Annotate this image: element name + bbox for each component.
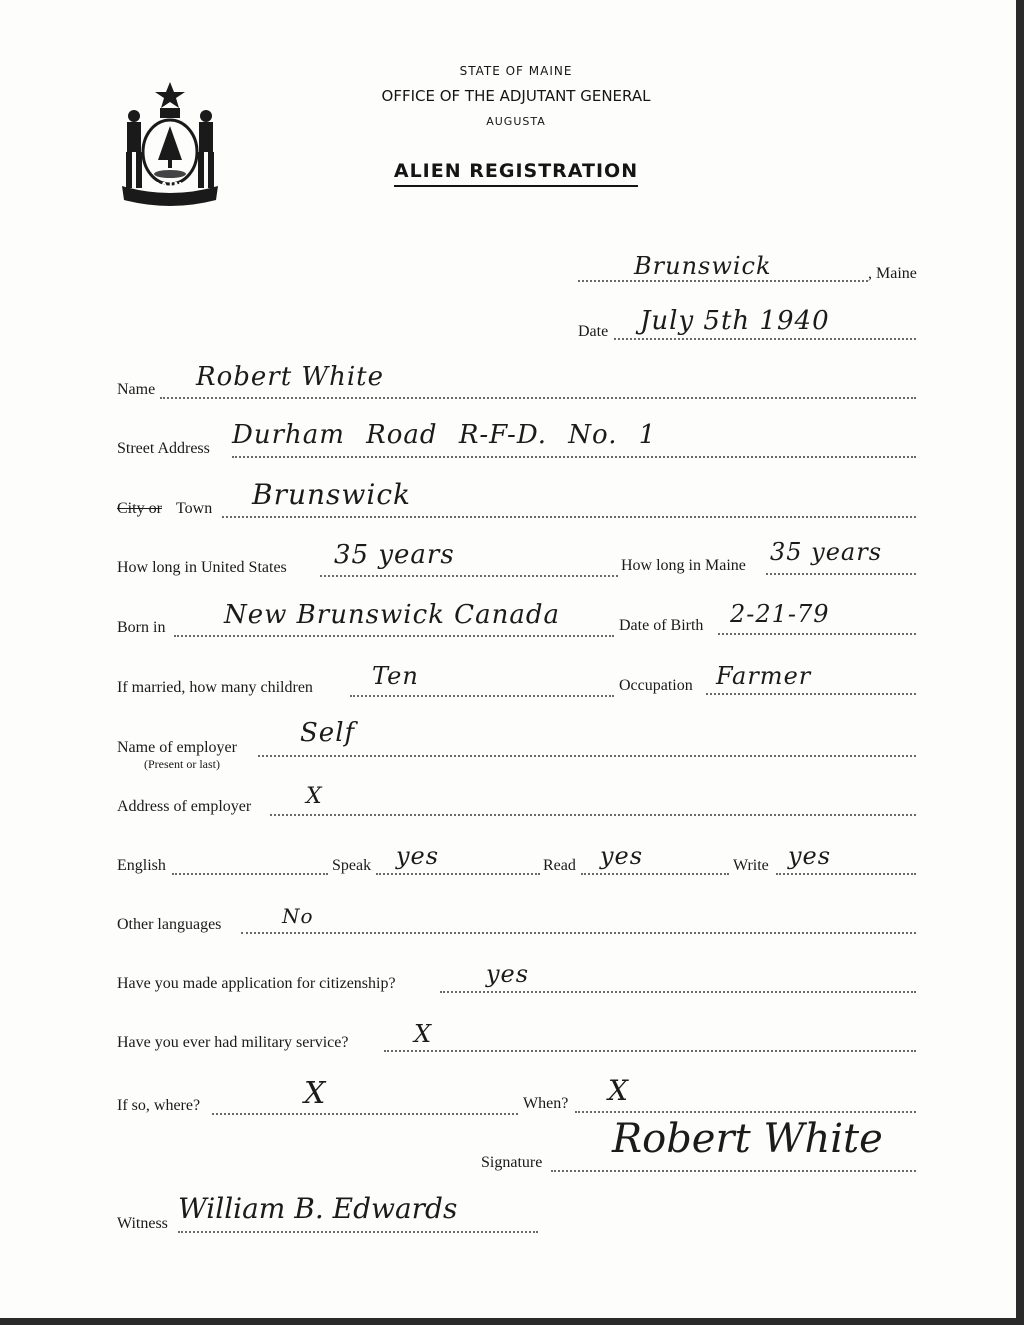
town-label: Town — [176, 500, 213, 517]
military-label: Have you ever had military service? — [117, 1034, 349, 1051]
citizenship-line — [440, 991, 916, 993]
how-long-maine-label: How long in Maine — [621, 557, 746, 574]
place-line — [578, 280, 868, 282]
header-city: AUGUSTA — [486, 115, 546, 128]
citizenship-value: yes — [486, 960, 530, 988]
occupation-label: Occupation — [619, 677, 693, 694]
read-label: Read — [543, 857, 576, 874]
employer-name-line — [258, 755, 916, 757]
date-of-birth-label: Date of Birth — [619, 617, 704, 634]
page-title — [0, 160, 1024, 182]
other-languages-label: Other languages — [117, 916, 222, 933]
other-languages-value: No — [282, 904, 314, 928]
street-address-value: Durham Road R-F-D. No. 1 — [232, 420, 657, 450]
how-long-maine-value: 35 years — [770, 538, 883, 566]
date-label: Date — [578, 323, 609, 340]
place-value: Brunswick — [634, 252, 772, 280]
born-in-value: New Brunswick Canada — [224, 600, 560, 630]
when-line — [575, 1111, 916, 1113]
speak-value: yes — [396, 842, 440, 870]
if-so-where-label: If so, where? — [117, 1097, 201, 1114]
write-value: yes — [788, 842, 832, 870]
seal-banner-text: MAINE — [149, 181, 191, 192]
how-long-us-label: How long in United States — [117, 559, 287, 576]
occupation-value: Farmer — [716, 662, 812, 690]
street-address-line — [232, 456, 916, 458]
name-label: Name — [117, 381, 156, 398]
military-line — [384, 1050, 916, 1052]
read-value: yes — [600, 842, 644, 870]
employer-name-value: Self — [300, 718, 356, 748]
how-long-us-value: 35 years — [334, 540, 455, 570]
employer-address-line — [270, 814, 916, 816]
city-label-struck: City or — [117, 500, 162, 517]
children-value: Ten — [372, 662, 419, 690]
when-value: X — [608, 1074, 629, 1107]
date-line — [614, 338, 916, 340]
children-line — [350, 695, 614, 697]
town-value: Brunswick — [252, 478, 411, 511]
how-long-us-line — [320, 575, 618, 577]
witness-label: Witness — [117, 1215, 168, 1232]
signature-line — [551, 1170, 916, 1172]
english-label: English — [117, 857, 166, 874]
other-languages-line — [241, 932, 916, 934]
header-office: OFFICE OF THE ADJUTANT GENERAL — [381, 87, 651, 105]
english-line — [172, 873, 328, 875]
signature-value: Robert White — [612, 1116, 883, 1162]
employer-name-label: Name of employer — [117, 739, 237, 756]
born-in-label: Born in — [117, 619, 166, 636]
name-line — [160, 397, 916, 399]
employer-address-value: X — [306, 784, 323, 809]
when-label: When? — [523, 1095, 569, 1112]
write-line — [776, 873, 916, 875]
citizenship-label: Have you made application for citizenship? — [117, 975, 396, 992]
employer-address-label: Address of employer — [117, 798, 252, 815]
town-line — [222, 516, 916, 518]
where-line — [212, 1113, 518, 1115]
read-line — [581, 873, 729, 875]
street-address-label: Street Address — [117, 440, 210, 457]
military-value: X — [414, 1020, 433, 1048]
page-title-text: ALIEN REGISTRATION — [394, 160, 638, 187]
date-value: July 5th 1940 — [640, 306, 830, 336]
signature-label: Signature — [481, 1154, 543, 1171]
where-value: X — [304, 1076, 327, 1111]
header-state: STATE OF MAINE — [459, 64, 573, 78]
married-children-label: If married, how many children — [117, 679, 313, 696]
speak-line — [376, 873, 540, 875]
date-of-birth-line — [718, 633, 916, 635]
date-of-birth-value: 2-21-79 — [730, 600, 830, 628]
how-long-maine-line — [766, 573, 916, 575]
witness-value: William B. Edwards — [178, 1192, 458, 1225]
born-in-line — [174, 635, 614, 637]
maine-label: , Maine — [868, 265, 917, 282]
employer-note: (Present or last) — [144, 757, 220, 771]
name-value: Robert White — [196, 362, 385, 392]
write-label: Write — [733, 857, 769, 874]
occupation-line — [706, 693, 916, 695]
speak-label: Speak — [332, 857, 372, 874]
witness-line — [178, 1231, 538, 1233]
